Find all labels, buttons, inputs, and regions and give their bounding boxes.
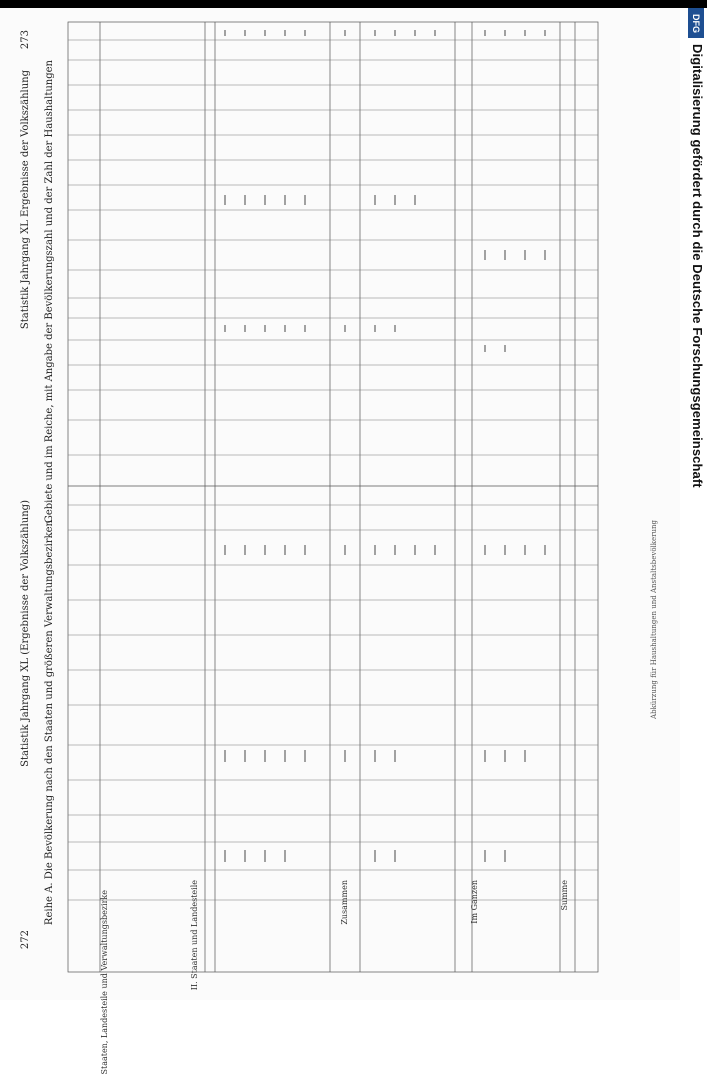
footnote: Abkürzung für Haushaltungen und Anstaltsbevölkerung: [650, 520, 658, 719]
table-title-left: Reihe A. Die Bevölkerung nach den Staaten und größeren Verwaltungsbezirken: [44, 520, 55, 926]
stub-heading: Staaten, Landesteile und Verwaltungsbezirke: [100, 890, 109, 1075]
row-label-3: Im Ganzen: [470, 880, 479, 924]
table-title-right: Gebiete und im Reiche, mit Angabe der Bevölkerungszahl und der Zahl der Haushaltungen: [44, 60, 55, 524]
running-head-right: Statistik Jahrgang XL Ergebnisse der Volkszählung: [20, 70, 31, 330]
row-label-2: Zusammen: [340, 880, 349, 925]
row-label-1: II. Staaten und Landesteile: [190, 880, 199, 991]
row-label-4: Summe: [560, 880, 569, 911]
page-number-right: 273: [20, 30, 31, 50]
page-number-left: 272: [20, 930, 31, 950]
table-cell-marks: [225, 30, 545, 862]
dfg-funding-text: Digitalisierung gefördert durch die Deutsche Forschungsgemeinschaft: [690, 44, 705, 488]
table-frame: [68, 22, 598, 972]
dfg-logo: DFG: [688, 8, 704, 38]
running-head-left: Statistik Jahrgang XL (Ergebnisse der Volkszählung): [20, 500, 31, 767]
